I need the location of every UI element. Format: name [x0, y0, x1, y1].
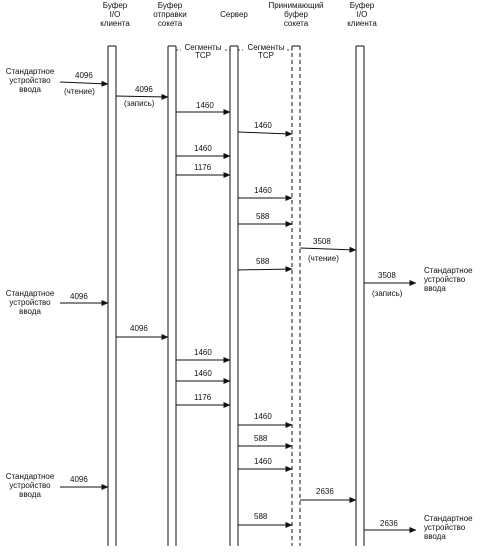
column-header-line: I/O: [356, 10, 368, 19]
standard-device-line: ввода: [424, 532, 446, 541]
standard-device-label: [6, 67, 55, 94]
standard-device-line: устройство: [9, 481, 51, 490]
tcp-segments-line: Сегменты: [184, 43, 222, 52]
lifeline-recv_buf: [292, 46, 300, 546]
lifeline-server: [230, 46, 238, 546]
message-size-label: 4096: [135, 85, 153, 94]
standard-device-line: ввода: [19, 85, 41, 94]
lifeline-client_buf2: [356, 46, 364, 546]
message-size-label: 4096: [70, 475, 88, 484]
message-size-label: 2636: [316, 487, 334, 496]
column-header-line: сокета: [157, 19, 183, 28]
tcp-segments-line: Сегменты: [247, 43, 285, 52]
lifeline-client_buf: [108, 46, 116, 546]
tcp-segments-text: [185, 43, 222, 60]
message-size-label: 588: [254, 434, 268, 443]
message-arrow: [238, 434, 292, 446]
message-size-label: 1460: [194, 369, 212, 378]
column-header: [153, 1, 186, 28]
column-header-line: сокета: [283, 19, 309, 28]
standard-device-line: ввода: [424, 284, 446, 293]
arrow-line: [238, 269, 292, 270]
message-size-label: 588: [256, 212, 270, 221]
standard-device-line: устройство: [424, 523, 466, 532]
standard-device-line: устройство: [424, 275, 466, 284]
standard-device-line: Стандартное: [5, 67, 55, 76]
message-size-label: 1460: [196, 101, 214, 110]
message-arrow: [238, 412, 292, 425]
arrow-line: [116, 96, 168, 97]
message-size-label: 1460: [194, 348, 212, 357]
message-arrow: [116, 85, 168, 108]
message-arrow: [238, 212, 292, 224]
standard-device-line: устройство: [9, 76, 51, 85]
column-header-line: Принимающий: [268, 1, 324, 10]
column-header-line: Буфер: [349, 1, 375, 10]
column-header-line: Буфер: [157, 1, 183, 10]
standard-device-line: Стандартное: [5, 289, 55, 298]
column-header: [100, 1, 130, 28]
message-arrow: [238, 457, 292, 469]
message-arrow: [176, 348, 230, 360]
tcp-segments-text: [248, 43, 285, 60]
standard-device-label: [6, 472, 55, 499]
message-size-label: 2636: [380, 519, 398, 528]
column-header-line: клиента: [100, 19, 130, 28]
message-arrow: [238, 186, 292, 198]
standard-device-label: [424, 266, 473, 293]
standard-device-label: [6, 289, 55, 316]
column-header: [347, 1, 377, 28]
message-note: (запись): [372, 289, 403, 298]
message-arrow: [238, 121, 292, 134]
message-arrow: [176, 144, 230, 156]
arrow-line: [300, 248, 356, 250]
message-arrow: [176, 369, 230, 381]
message-note: (запись): [124, 99, 155, 108]
tcp-segments-label: [238, 43, 292, 60]
message-arrow: [300, 237, 356, 263]
column-header: [268, 1, 323, 28]
column-header-line: клиента: [347, 19, 377, 28]
message-arrow: [60, 71, 108, 96]
message-size-label: 1460: [194, 144, 212, 153]
message-arrow: [60, 292, 108, 303]
message-arrow: [300, 487, 356, 500]
message-size-label: 1176: [194, 163, 212, 172]
column-header-line: буфер: [284, 10, 308, 19]
column-header-line: отправки: [153, 10, 187, 19]
arrow-line: [238, 132, 292, 134]
column-header-line: Сервер: [220, 10, 248, 19]
message-size-label: 4096: [75, 71, 93, 80]
message-arrow: [176, 163, 230, 175]
message-arrow: [238, 512, 292, 525]
message-arrow: [238, 257, 292, 270]
lifeline-send_buf: [168, 46, 176, 546]
message-size-label: 1460: [254, 121, 272, 130]
message-arrow: [176, 393, 230, 405]
message-arrow: [116, 324, 168, 337]
standard-device-line: Стандартное: [5, 472, 55, 481]
message-arrow: [364, 271, 416, 298]
standard-device-line: ввода: [19, 307, 41, 316]
column-header: [220, 10, 248, 19]
tcp-segments-label: [176, 43, 230, 60]
message-note: (чтение): [64, 87, 95, 96]
message-arrow: [364, 519, 416, 530]
standard-device-line: Стандартное: [424, 514, 473, 523]
message-size-label: 3508: [378, 271, 396, 280]
column-header-line: I/O: [109, 10, 121, 19]
arrow-line: [60, 82, 108, 84]
message-size-label: 1460: [254, 186, 272, 195]
standard-device-label: [424, 514, 473, 541]
message-size-label: 588: [254, 512, 268, 521]
message-size-label: 1460: [254, 457, 272, 466]
standard-device-line: ввода: [19, 490, 41, 499]
message-note: (чтение): [308, 254, 339, 263]
message-arrow: [60, 475, 108, 487]
message-size-label: 1176: [194, 393, 212, 402]
message-size-label: 4096: [70, 292, 88, 301]
standard-device-line: устройство: [9, 298, 51, 307]
standard-device-line: Стандартное: [424, 266, 473, 275]
message-arrow: [176, 101, 230, 112]
tcp-segments-line: TCP: [258, 51, 274, 60]
message-size-label: 1460: [254, 412, 272, 421]
message-size-label: 3508: [313, 237, 331, 246]
column-header-line: Буфер: [102, 1, 128, 10]
message-size-label: 588: [256, 257, 270, 266]
message-size-label: 4096: [130, 324, 148, 333]
tcp-segments-line: TCP: [195, 51, 211, 60]
